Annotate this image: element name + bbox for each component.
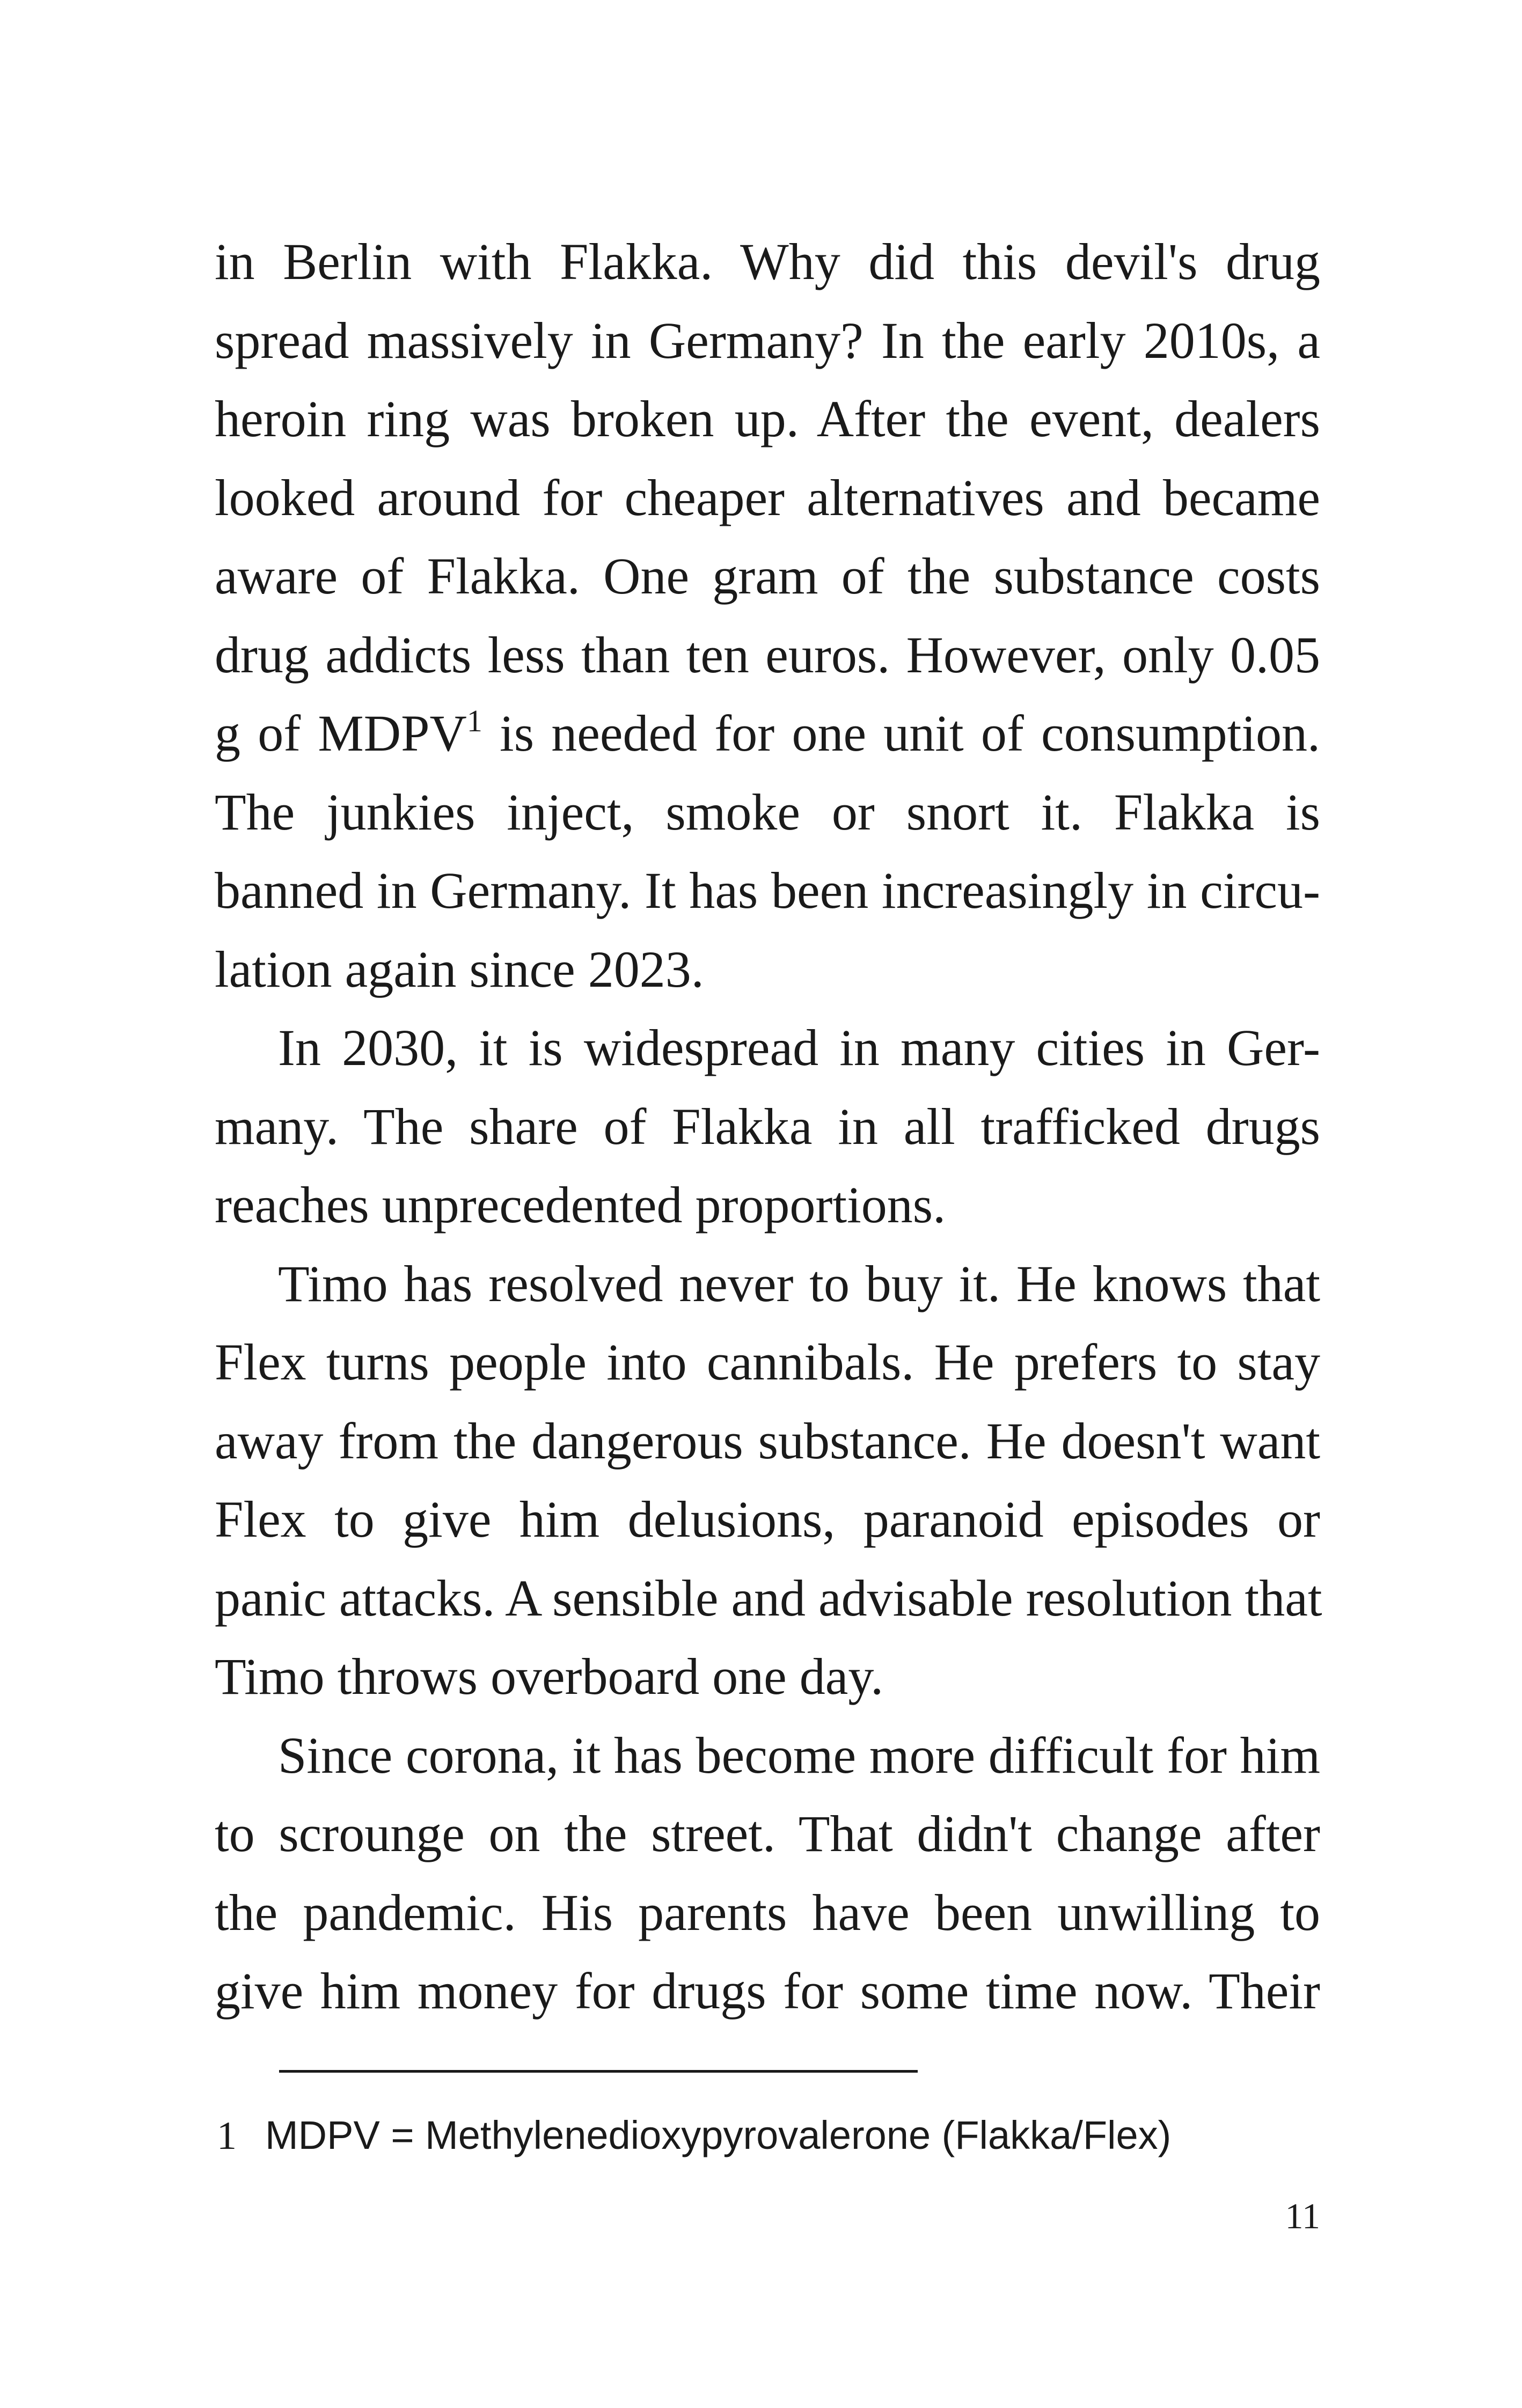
page-number: 11 (1285, 2196, 1320, 2236)
text-line: drug addicts less than ten euros. However, only 0.05 (215, 626, 1320, 684)
text-line: Flex to give him delusions, paranoid episodes or (215, 1491, 1320, 1548)
text-line: away from the dangerous substance. He doesn't want (215, 1412, 1320, 1470)
text-line: panic attacks. A sensible and advisable resolution that (215, 1569, 1322, 1627)
text-fragment: is needed for one unit of consumption. (482, 704, 1321, 762)
text-fragment: g of MDPV (215, 704, 467, 762)
text-line-with-footnote (215, 694, 1320, 773)
footnote-reference: 1 (466, 703, 482, 738)
text-line: to scrounge on the street. That didn't change after (215, 1805, 1320, 1862)
paragraph-start-line: In 2030, it is widespread in many cities in Ger- (278, 1019, 1320, 1076)
text-line: in Berlin with Flakka. Why did this devil's drug (215, 233, 1320, 290)
text-line: the pandemic. His parents have been unwilling to (215, 1883, 1320, 1941)
footnote (217, 2109, 1344, 2163)
paragraph-start-line: Timo has resolved never to buy it. He knows that (278, 1254, 1320, 1312)
text-line: give him money for drugs for some time now. Their (215, 1962, 1320, 2020)
footnote-divider (279, 2070, 918, 2073)
text-line: Flex turns people into cannibals. He prefers to stay (215, 1333, 1320, 1391)
text-line: The junkies inject, smoke or snort it. Flakka is (215, 783, 1320, 841)
text-line: spread massively in Germany? In the early 2010s, a (215, 311, 1320, 369)
footnote-number: 1 (217, 2114, 237, 2158)
footnote-text: MDPV = Methylenedioxypyrovalerone (Flakka/Flex) (265, 2113, 1172, 2157)
text-line: aware of Flakka. One gram of the substance costs (215, 547, 1320, 605)
paragraph-start-line: Since corona, it has become more difficult for him (278, 1726, 1320, 1784)
text-line: heroin ring was broken up. After the event, dealers (215, 390, 1320, 447)
text-line: banned in Germany. It has been increasingly in circu- (215, 862, 1320, 919)
body-text (215, 223, 1320, 2031)
text-line: lation again since 2023. (215, 940, 704, 998)
text-line: many. The share of Flakka in all trafficked drugs (215, 1097, 1320, 1155)
text-line: Timo throws overboard one day. (215, 1648, 884, 1705)
text-line: reaches unprecedented proportions. (215, 1176, 946, 1234)
text-line: looked around for cheaper alternatives and became (215, 468, 1320, 526)
